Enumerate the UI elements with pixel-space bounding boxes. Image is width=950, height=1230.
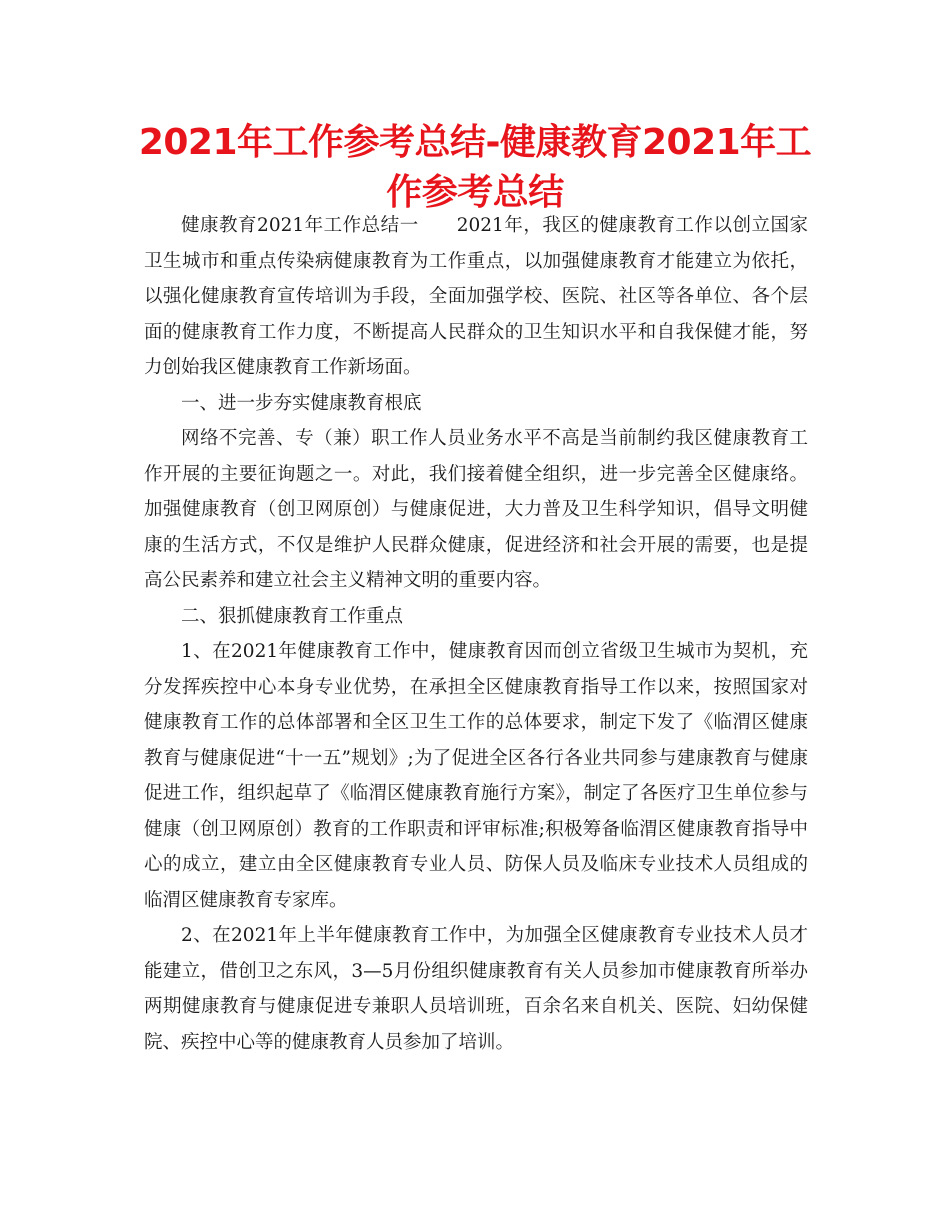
document-body bbox=[144, 208, 808, 1060]
section-heading-2: 二、狠抓健康教育工作重点 bbox=[181, 605, 404, 627]
section-heading-1: 一、进一步夯实健康教育根底 bbox=[181, 392, 422, 414]
paragraph-section-1: 网络不完善、专（兼）职工作人员业务水平不高是当前制约我区健康教育工作开展的主要征询题之一。对此，我们接着健全组织，进一步完善全区健康络。加强健康教育（创卫网原创）与健康促进，大力普及卫生科学知识，倡导文明健康的生活方式，不仅是维护人民群众健康，促进经济和社会开展的需要，也是提高公民素养和建立社会主义精神文明的重要内容。 bbox=[144, 428, 808, 591]
paragraph-intro: 健康教育2021年工作总结一 2021年，我区的健康教育工作以创立国家卫生城市和重点传染病健康教育为工作重点，以加强健康教育才能建立为依托，以强化健康教育宣传培训为手段，全面加强学校、医院、社区等各单位、各个层面的健康教育工作力度，不断提高人民群众的卫生知识水平和自我保健才能，努力创始我区健康教育工作新场面。 bbox=[144, 215, 808, 378]
paragraph-item-2: 2、在2021年上半年健康教育工作中，为加强全区健康教育专业技术人员才能建立，借创卫之东风，3—5月份组织健康教育有关人员参加市健康教育所举办两期健康教育与健康促进专兼职人员培训班，百余名来自机关、医院、妇幼保健院、疾控中心等的健康教育人员参加了培训。 bbox=[144, 925, 808, 1053]
document-title: 2021年工作参考总结-健康教育2021年工作参考总结 bbox=[138, 122, 812, 213]
paragraph-item-1: 1、在2021年健康教育工作中，健康教育因而创立省级卫生城市为契机，充分发挥疾控中心本身专业优势，在承担全区健康教育指导工作以来，按照国家对健康教育工作的总体部署和全区卫生工作的总体要求，制定下发了《临渭区健康教育与健康促进“十一五”规划》;为了促进全区各行各业共同参与建康教育与健康促进工作，组织起草了《临渭区健康教育施行方案》，制定了各医疗卫生单位参与健康（创卫网原创）教育的工作职责和评审标准;积极筹备临渭区健康教育指导中心的成立，建立由全区健康教育专业人员、防保人员及临床专业技术人员组成的临渭区健康教育专家库。 bbox=[144, 641, 808, 911]
